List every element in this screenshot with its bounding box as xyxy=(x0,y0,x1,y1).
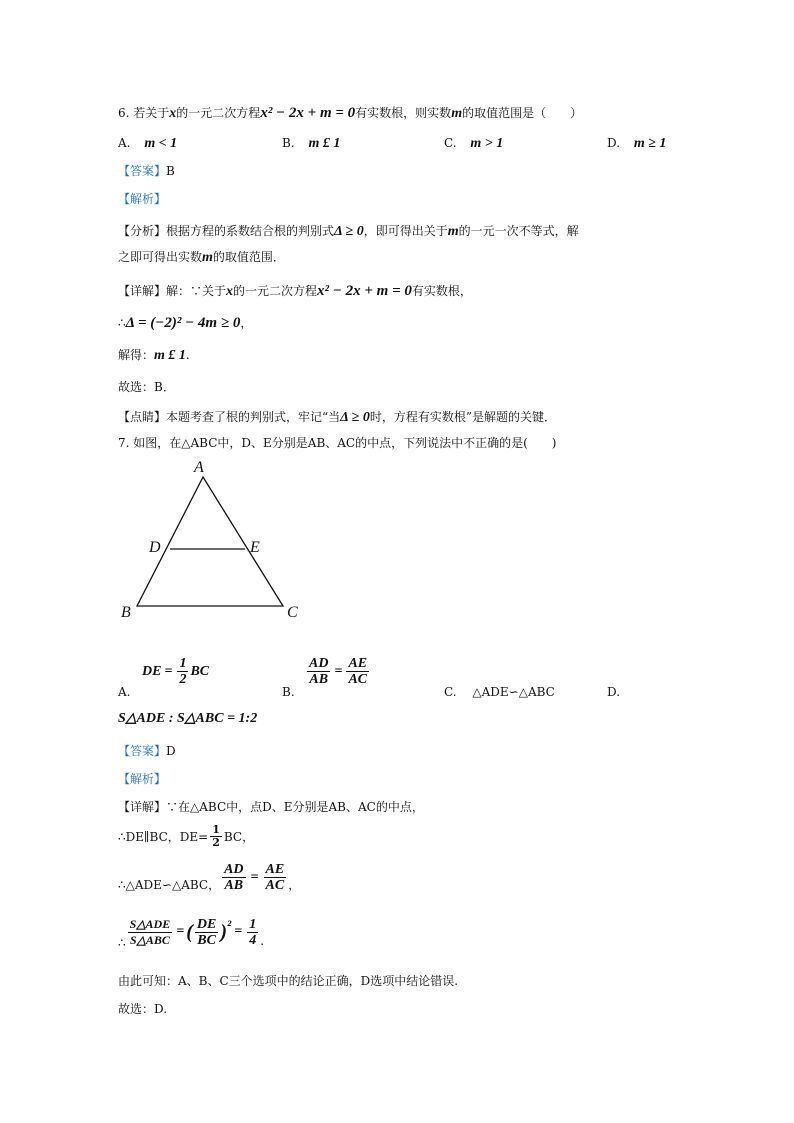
exponent: ² xyxy=(227,919,232,934)
numerator: DE xyxy=(196,916,217,932)
var-m: m xyxy=(202,250,213,265)
expr-part: BC xyxy=(190,663,210,679)
q6-answer xyxy=(118,162,175,179)
fenxi-tag: 【分析】 xyxy=(118,224,167,238)
delta-condition: Δ ≥ 0 xyxy=(334,224,364,239)
fraction-de-bc xyxy=(195,917,218,948)
answer-tag: 【答案】 xyxy=(118,164,167,178)
q7-number: 7. xyxy=(118,436,130,450)
answer-value: D xyxy=(166,744,176,758)
numerator: 1 xyxy=(249,916,257,932)
option-expr: m > 1 xyxy=(470,136,504,151)
text: BC， xyxy=(223,830,255,844)
equation: x² − 2x + m = 0 xyxy=(317,283,412,299)
q7-option-d-expr[interactable]: S△ADE : S△ABC = 1:2 xyxy=(118,711,258,726)
equals-sign: = xyxy=(234,924,243,939)
option-expr: △ADE∽△ABC xyxy=(472,685,555,699)
fraction-one-half xyxy=(210,824,222,849)
numerator: AD xyxy=(224,862,244,877)
text: 的取值范围． xyxy=(212,250,285,264)
option-letter: A. xyxy=(118,136,131,150)
label-a: A xyxy=(194,459,204,476)
q7-option-a-expr[interactable] xyxy=(142,656,209,687)
paren-open: ( xyxy=(186,920,193,943)
text: 本题考查了根的判别式，牢记“当 xyxy=(166,410,341,424)
fraction-area-ratio xyxy=(128,917,173,948)
text: 之即可得出实数 xyxy=(118,250,203,264)
q7-option-d-letter: D. xyxy=(607,685,621,699)
numerator: AD xyxy=(309,656,329,671)
fraction-ad-ab xyxy=(307,656,330,687)
option-letter: C. xyxy=(444,136,457,150)
delta-equation: Δ = (−2)² − 4m ≥ 0 xyxy=(125,315,241,331)
text: ， xyxy=(240,316,253,330)
q6-var-m: m xyxy=(451,106,463,121)
q7-line4 xyxy=(118,914,264,950)
q6-solve-line xyxy=(118,346,190,364)
q7-answer xyxy=(118,742,176,759)
denominator: AC xyxy=(348,672,368,687)
q6-fenxi-line1 xyxy=(118,222,579,240)
q6-jiexi-tag: 【解析】 xyxy=(118,192,167,206)
therefore-symbol: ∴ xyxy=(118,936,126,950)
denominator: AB xyxy=(224,878,244,893)
dianjing-tag: 【点睛】 xyxy=(118,410,167,424)
denominator: 4 xyxy=(249,932,257,948)
equals-sign: = xyxy=(176,924,185,939)
q7-stem xyxy=(118,434,556,451)
q6-fenxi-line2 xyxy=(118,248,285,266)
fraction-ae-ac xyxy=(346,656,369,687)
q6-number: 6. xyxy=(118,106,130,120)
q7-jiexi-tag: 【解析】 xyxy=(118,772,167,786)
var-m: m xyxy=(447,224,459,239)
text: 的一元一次不等式，解 xyxy=(458,224,579,238)
fraction-ad-ab xyxy=(222,862,245,893)
label-d: D xyxy=(149,539,161,556)
option-letter: B. xyxy=(282,136,295,150)
text: . xyxy=(185,348,190,362)
text: . xyxy=(260,934,265,948)
equals-sign: = xyxy=(250,869,259,885)
numerator: 1 xyxy=(212,823,220,836)
numerator: S△ADE xyxy=(129,916,171,931)
equals-sign: = xyxy=(164,663,173,679)
solve-expr: m £ 1 xyxy=(154,348,186,363)
numerator: 1 xyxy=(179,656,187,671)
q6-choose: 故选：B． xyxy=(118,380,175,394)
text: 时，方程有实数根”是解题的关键． xyxy=(369,410,556,424)
text: 解得： xyxy=(118,348,155,362)
q7-line2 xyxy=(118,824,254,849)
q6-delta-line xyxy=(118,314,252,332)
q6-equation: x² − 2x + m = 0 xyxy=(260,105,356,121)
therefore-symbol: ∴ xyxy=(118,316,126,330)
text: ， xyxy=(288,878,301,892)
text: ，即可得出关于 xyxy=(363,224,448,238)
q6-var-x: x xyxy=(169,106,177,121)
text: ∵在△ABC中，点D、E分别是AB、AC的中点， xyxy=(166,800,424,814)
option-letter: C. xyxy=(444,685,457,699)
numerator: AE xyxy=(348,656,368,671)
q6-stem-text: 若关于 xyxy=(133,106,170,120)
q6-stem xyxy=(118,104,582,122)
denominator: AB xyxy=(309,672,329,687)
q7-xiangjie-line1 xyxy=(118,798,424,815)
denominator: AC xyxy=(265,878,285,893)
numerator: AE xyxy=(265,862,285,877)
text: 的一元二次方程 xyxy=(233,284,318,298)
denominator: 2 xyxy=(179,672,187,687)
denominator: BC xyxy=(197,932,216,948)
q7-stem-text: 如图，在△ABC中，D、E分别是AB、AC的中点，下列说法中不正确的是( ) xyxy=(133,436,557,450)
q7-option-c[interactable] xyxy=(444,685,555,699)
answer-tag: 【答案】 xyxy=(118,744,167,758)
q7-choose: 故选：D. xyxy=(118,1002,168,1016)
q7-option-a-letter: A. xyxy=(118,685,131,699)
q6-option-c[interactable] xyxy=(444,136,503,152)
option-letter: D. xyxy=(607,136,621,150)
var-x: x xyxy=(226,284,234,299)
answer-value: B xyxy=(166,164,175,178)
expr-part: DE xyxy=(142,663,162,679)
q6-stem-text: 有实数根，则实数 xyxy=(355,106,452,120)
q6-option-a[interactable] xyxy=(118,136,177,152)
label-b: B xyxy=(121,604,131,621)
denominator: S△ABC xyxy=(129,932,170,947)
option-expr: m £ 1 xyxy=(308,136,341,151)
q7-line3 xyxy=(118,862,300,893)
triangle-figure xyxy=(115,455,325,625)
label-e: E xyxy=(250,539,260,556)
denominator: 2 xyxy=(212,836,220,849)
q6-stem-text: 的取值范围是（ ） xyxy=(462,106,583,120)
fraction-one-quarter xyxy=(247,917,258,948)
fraction-one-half xyxy=(177,656,188,687)
xiangjie-tag: 【详解】 xyxy=(118,800,167,814)
paren-close: ) xyxy=(220,920,227,943)
q6-xiangjie-line1 xyxy=(118,282,472,300)
q6-option-b[interactable] xyxy=(282,136,340,152)
text: 有实数根， xyxy=(411,284,472,298)
q7-option-b-letter: B. xyxy=(282,685,295,699)
equals-sign: = xyxy=(334,663,343,679)
q6-dianjing xyxy=(118,408,556,426)
text: ∴DE∥BC，DE= xyxy=(118,830,209,844)
text: ∴△ADE∽△ABC， xyxy=(118,878,221,892)
option-expr: m ≥ 1 xyxy=(633,136,667,151)
q7-option-b-expr[interactable] xyxy=(305,656,371,687)
xiangjie-tag: 【详解】 xyxy=(118,284,167,298)
q6-option-d[interactable] xyxy=(607,136,666,152)
text: 根据方程的系数结合根的判别式 xyxy=(166,224,335,238)
option-expr: m < 1 xyxy=(144,136,178,151)
text: 解：∵关于 xyxy=(166,284,227,298)
fraction-ae-ac xyxy=(264,862,287,893)
label-c: C xyxy=(287,604,298,621)
q7-conclusion: 由此可知：A、B、C三个选项中的结论正确，D选项中结论错误. xyxy=(118,974,459,988)
delta-condition: Δ ≥ 0 xyxy=(340,410,370,425)
q6-stem-text: 的一元二次方程 xyxy=(176,106,261,120)
